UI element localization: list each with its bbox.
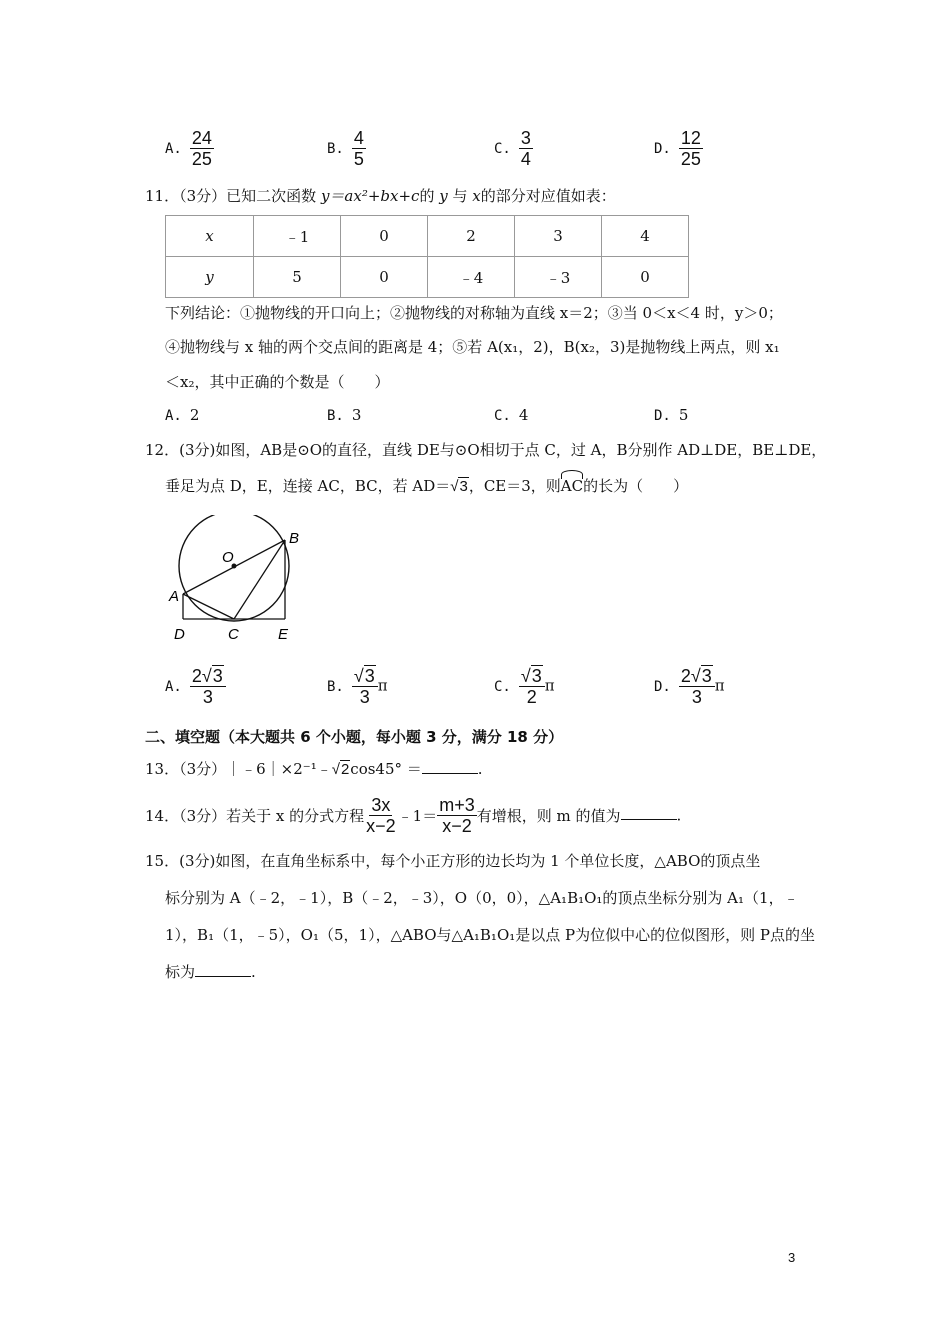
fraction: $\frac{m+3}{x-2}$ — [439, 795, 475, 836]
sqrt: √2 — [331, 761, 350, 778]
table-cell: 2 — [428, 216, 515, 257]
label-a: A — [169, 588, 180, 605]
fraction: $\frac{√3}{3}$ — [352, 666, 378, 707]
label-b: B — [289, 530, 300, 547]
table-cell: ﹣3 — [515, 257, 602, 298]
option-label: B. — [327, 140, 344, 157]
option-label: C. — [494, 140, 511, 157]
segment-bc — [234, 540, 285, 619]
fraction: $\frac{12}{25}$ — [680, 128, 701, 169]
table-cell: y — [166, 257, 254, 298]
answer-blank[interactable] — [422, 759, 478, 774]
q11-stem: 11．（3分）已知二次函数 y＝ax²+bx+c的 y 与 x的部分对应值如表： — [145, 187, 616, 205]
q15-line4: 标为 . — [165, 963, 256, 981]
q12-option-d: D. $\frac{2√3}{3}$ π — [654, 666, 725, 707]
answer-blank[interactable] — [195, 962, 251, 977]
q12-option-c: C. $\frac{√3}{2}$ π — [494, 666, 555, 707]
fraction: $\frac{4}{5}$ — [353, 128, 364, 169]
table-cell: 0 — [602, 257, 689, 298]
q11-option-b: B. 3 — [327, 406, 362, 424]
table-cell: 3 — [515, 216, 602, 257]
q11-option-d: D. 5 — [654, 406, 689, 424]
q11-option-a: A. 2 — [165, 406, 200, 424]
label-o: O — [222, 549, 234, 566]
arc-ac: AC — [561, 476, 583, 496]
option-label: C. — [494, 408, 511, 424]
option-label: D. — [654, 678, 671, 695]
q11-option-c: C. 4 — [494, 406, 529, 424]
option-label: D. — [654, 408, 671, 424]
label-e: E — [278, 626, 289, 643]
table-cell: 0 — [341, 216, 428, 257]
option-label: A. — [165, 140, 182, 157]
label-c: C — [228, 626, 239, 643]
q15-line2: 标分别为 A（﹣2，﹣1），B（﹣2，﹣3），O（0，0），△A₁B₁O₁的顶点坐标分别为 A₁（1，﹣ — [165, 889, 799, 907]
section-title: 二、填空题（本大题共 6 个小题，每小题 3 分，满分 18 分） — [145, 728, 564, 746]
q12-option-b: B. $\frac{√3}{3}$ π — [327, 666, 388, 707]
fraction: $\frac{2√3}{3}$ — [190, 666, 226, 707]
q10-option-a — [165, 128, 214, 169]
q14-stem: 14．（3分）若关于 x 的分式方程 $\frac{3x}{x-2}$ ﹣1＝ $\frac{m+3}{x-2}$ 有增根，则 m 的值为 . — [145, 795, 682, 836]
q12-stem-line1: 12．(3分)如图，AB是⊙O的直径，直线 DE与⊙O相切于点 C，过 A，B分别作 AD⊥DE，BE⊥DE， — [145, 441, 827, 459]
fraction: $\frac{3}{4}$ — [520, 128, 531, 169]
table-cell: 4 — [602, 216, 689, 257]
q13-stem: 13．（3分）｜﹣6｜×2⁻¹﹣√2cos45° ＝ . — [145, 760, 483, 778]
sqrt: √3 — [450, 478, 468, 495]
table-cell: ﹣4 — [428, 257, 515, 298]
fraction: $\frac{24}{25}$ — [191, 128, 212, 169]
fraction: $\frac{3x}{x-2}$ — [366, 795, 396, 836]
table-row — [166, 216, 689, 257]
q11-conclusions-line3: ＜x₂，其中正确的个数是（ ） — [165, 373, 390, 391]
table-row — [166, 257, 689, 298]
option-label: A. — [165, 408, 182, 424]
page-number: 3 — [788, 1250, 796, 1265]
option-label: C. — [494, 678, 511, 695]
q12-option-a — [165, 666, 226, 707]
circle-figure — [165, 515, 315, 645]
option-label: B. — [327, 678, 344, 695]
fraction: $\frac{2√3}{3}$ — [679, 666, 715, 707]
fraction: $\frac{√3}{2}$ — [519, 666, 545, 707]
option-label: D. — [654, 140, 671, 157]
q10-option-c — [494, 128, 533, 169]
option-label: A. — [165, 678, 182, 695]
q11-conclusions-line2: ④抛物线与 x 轴的两个交点间的距离是 4；⑤若 A(x₁，2)，B(x₂，3)是抛物线上两点，则 x₁ — [165, 338, 780, 356]
value-table — [165, 215, 689, 298]
q10-option-d — [654, 128, 703, 169]
answer-blank[interactable] — [621, 805, 677, 820]
q15-line1: 15．(3分)如图，在直角坐标系中，每个小正方形的边长均为 1 个单位长度，△ABO的顶点坐 — [145, 852, 761, 870]
q12-stem-line2: 垂足为点 D，E，连接 AC，BC，若 AD＝√3，CE＝3，则 AC的长为（ ） — [165, 476, 688, 497]
label-d: D — [174, 626, 185, 643]
q11-conclusions-line1: 下列结论：①抛物线的开口向上；②抛物线的对称轴为直线 x＝2；③当 0＜x＜4 时，y＞0； — [165, 304, 783, 322]
table-cell: ﹣1 — [254, 216, 341, 257]
table-cell: x — [166, 216, 254, 257]
option-label: B. — [327, 408, 344, 424]
q15-line3: 1），B₁（1，﹣5），O₁（5，1），△ABO与△A₁B₁O₁是以点 P为位似中心的位似图形，则 P点的坐 — [165, 926, 815, 944]
table-cell: 5 — [254, 257, 341, 298]
table-cell: 0 — [341, 257, 428, 298]
q10-option-b — [327, 128, 366, 169]
